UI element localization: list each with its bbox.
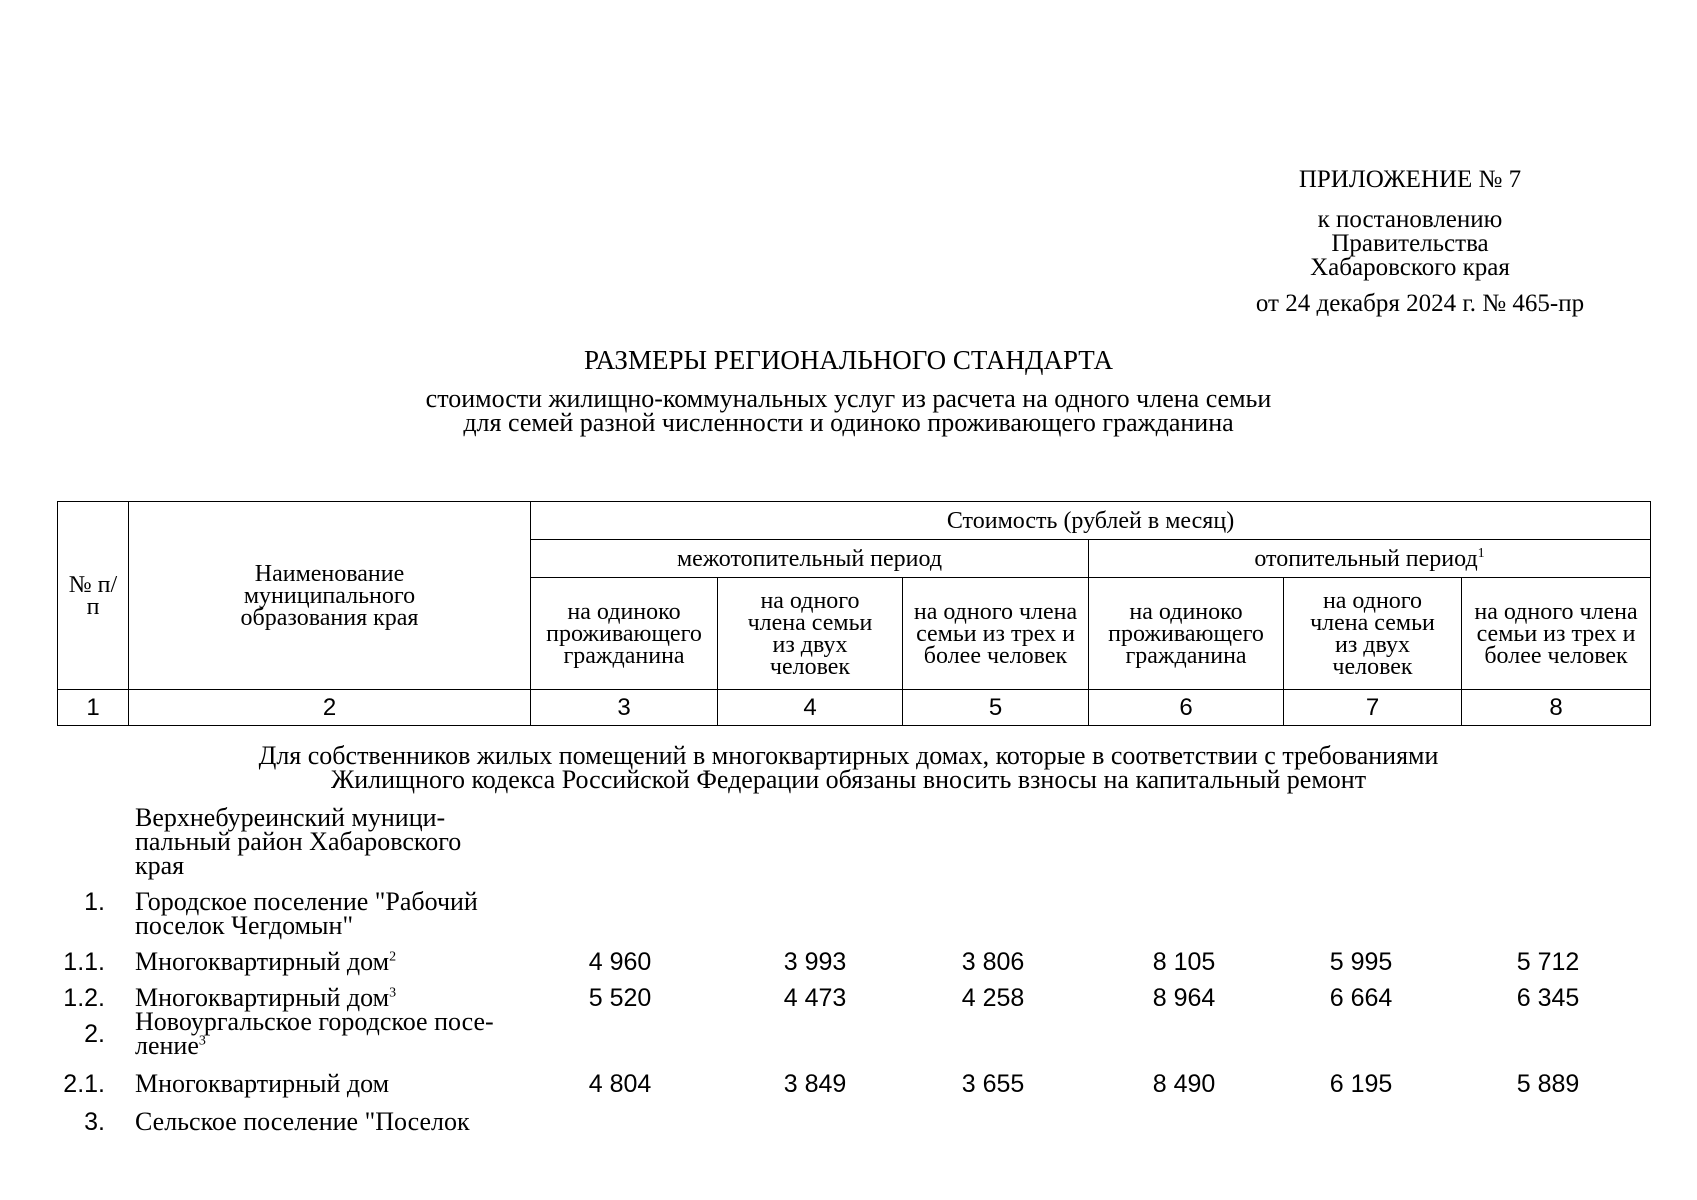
footnote-marker: 3 [389,985,397,1001]
footnote-marker: 1 [1477,545,1485,561]
appendix-title: ПРИЛОЖЕНИЕ № 7 [1298,166,1522,193]
appendix-line-2: Правительства [1331,230,1489,257]
header-sub-three-nonheating: на одного члена семьи из трех и более человек [903,578,1089,690]
document-title: РАЗМЕРЫ РЕГИОНАЛЬНОГО СТАНДАРТА [584,345,1113,375]
row-value: 3 993 [783,948,847,976]
header-col-number: 5 [903,690,1089,726]
row-num: 1.1. [63,948,105,976]
row-value: 5 712 [1516,948,1580,976]
document-subtitle-line-2: для семей разной численности и одиноко проживающего гражданина [463,408,1234,437]
row-name [135,947,555,976]
row-value: 6 195 [1329,1070,1393,1098]
appendix-line-3: Хабаровского края [1310,254,1510,281]
row-num: 3. [84,1108,105,1136]
row-value: 5 889 [1516,1070,1580,1098]
row-value: 3 849 [783,1070,847,1098]
row-value: 4 258 [961,984,1025,1012]
row-value: 3 655 [961,1070,1025,1098]
header-col-number: 8 [1462,690,1651,726]
header-cost: Стоимость (рублей в месяц) [531,502,1651,540]
header-sub-three-heating: на одного члена семьи из трех и более человек [1462,578,1651,690]
row-value: 6 664 [1329,984,1393,1012]
row-num: 2. [84,1020,105,1048]
header-col-number: 7 [1284,690,1462,726]
row-value: 5 995 [1329,948,1393,976]
header-sub-two-nonheating: на одного члена семьи из двух человек [718,578,903,690]
row-name: Многоквартирный дом [135,1069,390,1098]
header-col-name: Наименование муниципального образования края [129,502,531,690]
row-name-text: Многоквартирный дом [135,947,390,976]
row-num: 1.2. [63,984,105,1012]
row-name: Городское поселение "Рабочий поселок Чегдомын" [135,887,478,940]
row-name: Верхнебуреинский муници-пальный район Хабаровского края [135,803,462,880]
header-sub-two-heating: на одного члена семьи из двух человек [1284,578,1462,690]
row-value: 4 960 [588,948,652,976]
header-col-number: 1 [58,690,129,726]
section-heading-line-1: Для собственников жилых помещений в многоквартирных домах, которые в соответствии с требованиями [258,741,1439,770]
row-name [135,1007,540,1060]
row-value: 8 964 [1152,984,1216,1012]
row-num: 2.1. [63,1070,105,1098]
appendix-date: от 24 декабря 2024 г. № 465-пр [1255,290,1585,317]
row-num: 1. [84,888,105,916]
header-period-non-heating: межотопительный период [531,540,1089,578]
header-sub-single-nonheating: на одиноко проживающего гражданина [531,578,718,690]
document-subtitle-line-1: стоимости жилищно-коммунальных услуг из расчета на одного члена семьи [425,384,1272,413]
header-col-number: 2 [129,690,531,726]
row-value: 4 804 [588,1070,652,1098]
section-heading-line-2: Жилищного кодекса Российской Федерации обязаны вносить взносы на капитальный ремонт [330,765,1367,794]
row-value: 4 473 [783,984,847,1012]
header-col-number: 3 [531,690,718,726]
row-value: 3 806 [961,948,1025,976]
header-period-heating [1089,540,1651,578]
appendix-line-1: к постановлению [1317,206,1503,233]
footnote-marker: 3 [198,1033,206,1049]
footnote-marker: 2 [389,949,397,965]
header-col-num: № п/п [58,502,129,690]
row-name: Сельское поселение "Поселок [135,1107,470,1136]
row-name-text: Многоквартирный дом [135,983,390,1012]
header-col-number: 6 [1089,690,1284,726]
row-value: 8 490 [1152,1070,1216,1098]
header-col-number: 4 [718,690,903,726]
row-value: 5 520 [588,984,652,1012]
row-name-text: Новоургальское городское посе-ление [135,1007,494,1060]
row-value: 8 105 [1152,948,1216,976]
table-header [57,501,1651,726]
header-sub-single-heating: на одиноко проживающего гражданина [1089,578,1284,690]
row-value: 6 345 [1516,984,1580,1012]
header-period-heating-label: отопительный период [1254,545,1478,572]
